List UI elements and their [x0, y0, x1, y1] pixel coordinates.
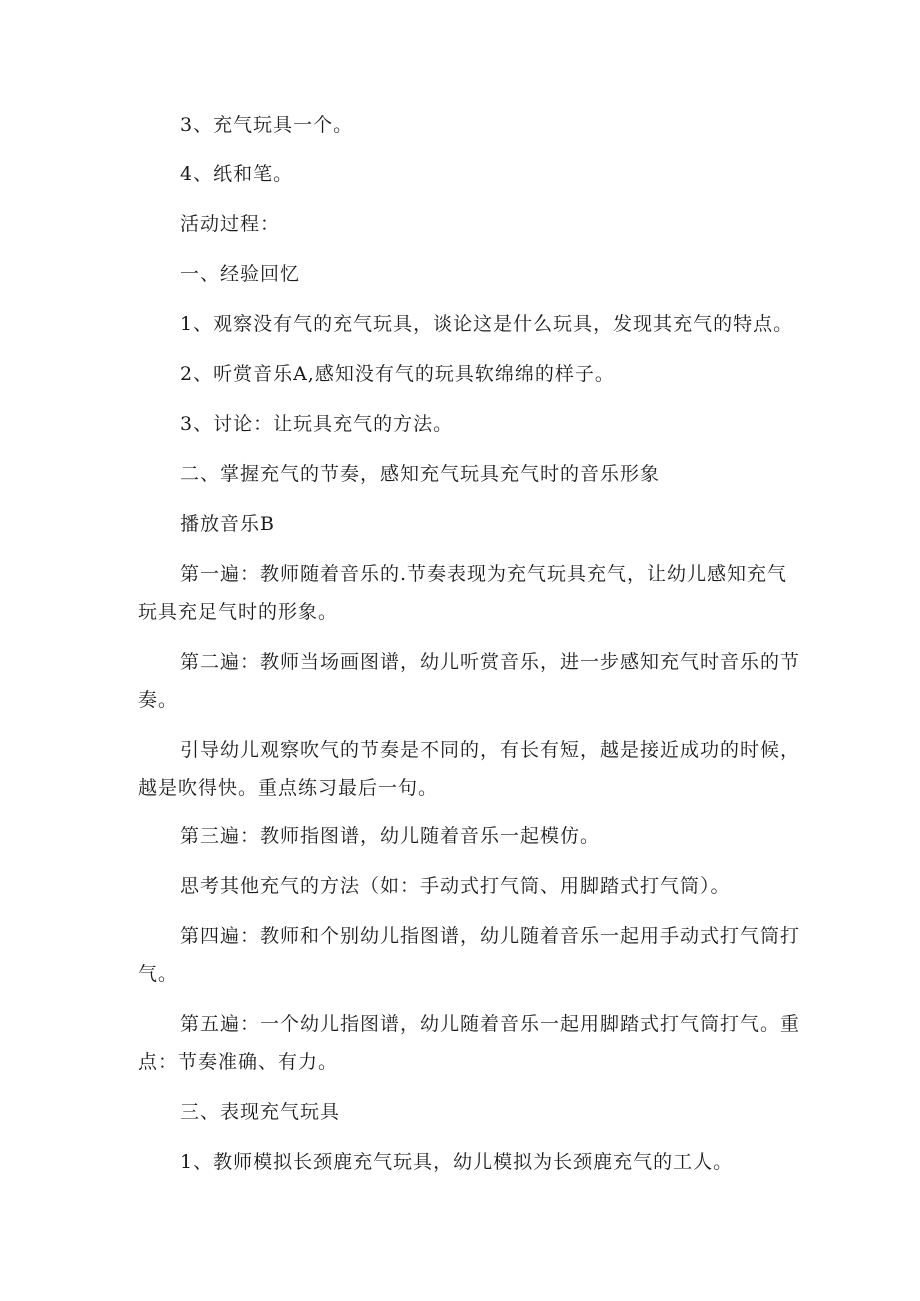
play-music-b: 播放音乐B	[180, 513, 275, 535]
guide-observation: 引导幼儿观察吹气的节奏是不同的，有长有短，越是接近成功的时候，越是吹得快。重点练习最后一句。	[138, 739, 801, 799]
round-4: 第四遍：教师和个别幼儿指图谱，幼儿随着音乐一起用手动式打气筒打气。	[138, 925, 801, 985]
round-1: 第一遍：教师随着音乐的.节奏表现为充气玩具充气，让幼儿感知充气玩具充足气时的形象。	[138, 563, 788, 623]
step-heading-3: 三、表现充气玩具	[180, 1101, 341, 1123]
step-1-item-3: 3、讨论：让玩具充气的方法。	[180, 413, 454, 435]
step-1-item-1: 1、观察没有气的充气玩具，谈论这是什么玩具，发现其充气的特点。	[180, 313, 794, 335]
step-heading-2: 二、掌握充气的节奏，感知充气玩具充气时的音乐形象	[180, 463, 661, 485]
round-3: 第三遍：教师指图谱，幼儿随着音乐一起模仿。	[180, 825, 601, 847]
material-item-4: 4、纸和笔。	[180, 163, 294, 185]
other-methods: 思考其他充气的方法（如：手动式打气筒、用脚踏式打气筒）。	[180, 875, 731, 897]
material-item-3: 3、充气玩具一个。	[180, 114, 354, 136]
round-5: 第五遍：一个幼儿指图谱，幼儿随着音乐一起用脚踏式打气筒打气。重点：节奏准确、有力。	[138, 1013, 801, 1073]
round-2: 第二遍：教师当场画图谱，幼儿听赏音乐，进一步感知充气时音乐的节奏。	[138, 651, 801, 711]
section-heading-process: 活动过程：	[180, 213, 281, 235]
step-heading-1: 一、经验回忆	[180, 263, 301, 285]
step-1-item-2: 2、听赏音乐A,感知没有气的玩具软绵绵的样子。	[180, 363, 615, 385]
step-3-item-1: 1、教师模拟长颈鹿充气玩具，幼儿模拟为长颈鹿充气的工人。	[180, 1151, 734, 1173]
